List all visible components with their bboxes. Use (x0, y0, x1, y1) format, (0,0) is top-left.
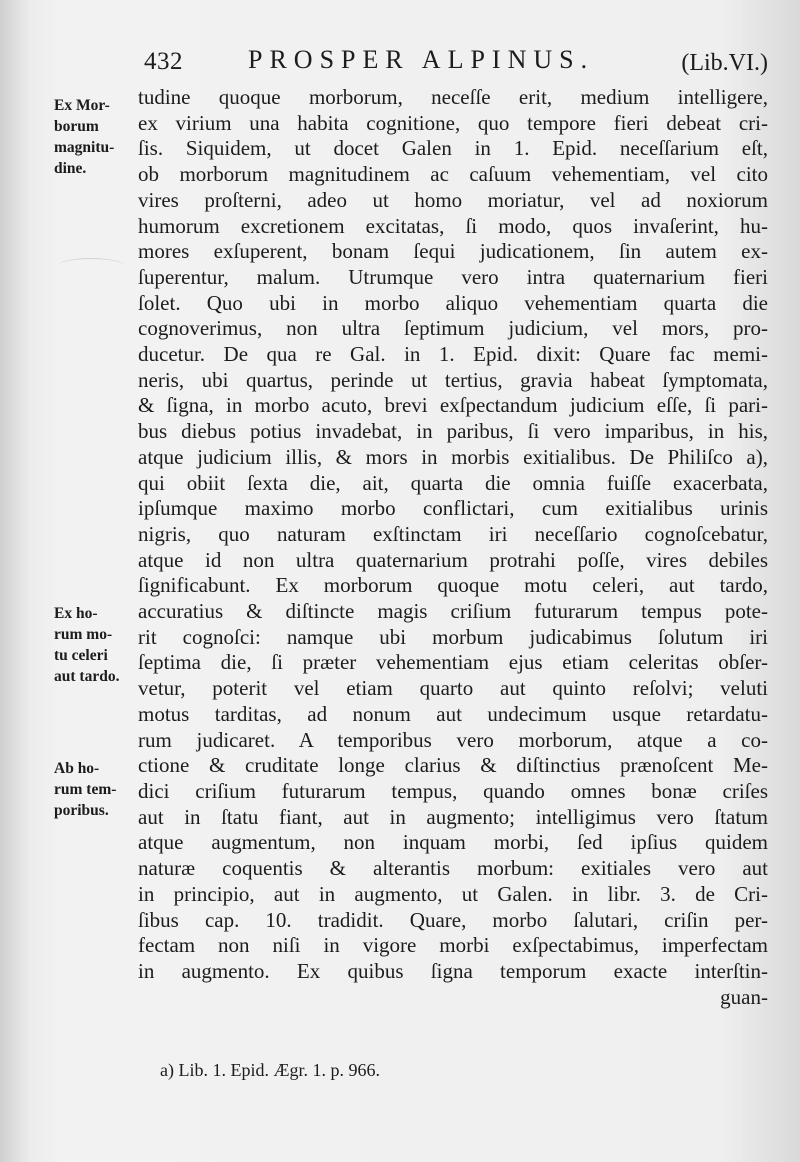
margin-note-line: magnitu- (54, 139, 115, 156)
text-line: rum judicaret. A temporibus vero morborum, atque a co- (138, 727, 768, 752)
margin-note-line: rum tem- (54, 781, 117, 798)
text-line: in principio, aut in augmento, ut Galen. in libr. 3. de Cri- (138, 881, 768, 906)
ink-smudge (58, 258, 124, 273)
running-title: PROSPER ALPINUS. (248, 45, 595, 74)
margin-note-line: Ex Mor- (54, 97, 110, 114)
text-line: rit cognoſci: namque ubi morbum judicabimus ſolutum iri (138, 624, 768, 649)
page-header (138, 42, 768, 82)
text-line: bus diebus potius invadebat, in paribus, ſi vero imparibus, in his, (138, 419, 768, 444)
margin-note-line: dine. (54, 160, 87, 177)
text-line: & ſigna, in morbo acuto, brevi exſpectandum judicium eſſe, ſi pari- (138, 393, 768, 418)
text-line: aut in ſtatu fiant, aut in augmento; intelligimus vero ſtatum (138, 804, 768, 829)
text-line: humorum excretionem excitatas, ſi modo, quos invaſerint, hu- (138, 213, 768, 238)
margin-note-line: tu celeri (54, 647, 108, 664)
text-line: fectam non niſi in vigore morbi exſpectabimus, imperfectam (138, 933, 768, 958)
text-line: ſeptima die, ſi præter vehementiam ejus etiam celeritas obſer- (138, 650, 768, 675)
margin-note-line: Ab ho- (54, 760, 100, 777)
text-line: cognoverimus, non ultra ſeptimum judicium, vel mors, pro- (138, 316, 768, 341)
text-line: naturæ coquentis & alterantis morbum: exitiales vero aut (138, 856, 768, 881)
text-line: atque judicium illis, & mors in morbis exitialibus. De Philiſco a), (138, 444, 768, 469)
text-line: ſibus cap. 10. tradidit. Quare, morbo ſalutari, criſin per- (138, 907, 768, 932)
text-line: vires proſterni, adeo ut homo moriatur, vel ad noxiorum (138, 187, 768, 212)
text-line: ſis. Siquidem, ut docet Galen in 1. Epid. neceſſarium eſt, (138, 136, 768, 161)
text-line: guan- (720, 984, 768, 1009)
footnote: a) Lib. 1. Epid. Ægr. 1. p. 966. (160, 1060, 380, 1080)
body-text (138, 85, 768, 1010)
text-line: tudine quoque morborum, neceſſe erit, medium intelligere, (138, 85, 768, 109)
margin-note-line: borum (54, 118, 99, 135)
text-line: atque id non ultra quaternarium protrahi poſſe, vires debiles (138, 547, 768, 572)
text-line: neris, ubi quartus, perinde ut tertius, gravia habeat ſymptomata, (138, 367, 768, 392)
text-line: dici criſium futurarum tempus, quando omnes bonæ criſes (138, 778, 768, 803)
text-line: ob morborum magnitudinem ac caſuum vehementiam, vel cito (138, 162, 768, 187)
text-line: ſolet. Quo ubi in morbo aliquo vehementiam quarta die (138, 290, 768, 315)
text-line: qui obiit ſexta die, ait, quarta die omnia fuiſſe exacerbata, (138, 470, 768, 495)
text-line: nigris, quo naturam exſtinctam iri neceſſario cognoſcebatur, (138, 521, 768, 546)
text-line: ipſumque maximo morbo conflictari, cum exitialibus urinis (138, 496, 768, 521)
text-line: ſuperentur, malum. Utrumque vero intra quaternarium fieri (138, 264, 768, 289)
margin-note-line: Ex ho- (54, 605, 98, 622)
text-line: ducetur. De qua re Gal. in 1. Epid. dixit: Quare fac memi- (138, 342, 768, 367)
text-line: ex virium una habita cognitione, quo tempore fieri debeat cri- (138, 110, 768, 135)
text-line: motus tarditas, ad nonum aut undecimum usque retardatu- (138, 701, 768, 726)
margin-note-magnitude (54, 95, 114, 179)
page-number: 432 (144, 48, 183, 75)
margin-note-line: rum mo- (54, 626, 113, 643)
margin-note-line: aut tardo. (54, 668, 120, 685)
book-reference: (Lib.VI.) (681, 50, 768, 76)
text-line: ctione & cruditate longe clarius & diſtinctius prænoſcent Me- (138, 753, 768, 778)
text-line: ſignificabunt. Ex morborum quoque motu celeri, aut tardo, (138, 573, 768, 598)
margin-note-motion (54, 603, 119, 687)
text-line: atque augmentum, non inquam morbi, ſed ipſius quidem (138, 830, 768, 855)
text-line: mores exſuperent, bonam ſequi judicationem, ſin autem ex- (138, 239, 768, 264)
text-line: in augmento. Ex quibus ſigna temporum exacte interſtin- (138, 958, 768, 983)
text-line: vetur, poterit vel etiam quarto aut quinto reſolvi; veluti (138, 676, 768, 701)
margin-note-line: poribus. (54, 802, 109, 819)
text-line: accuratius & diſtincte magis criſium futurarum tempus pote- (138, 599, 768, 624)
margin-note-times (54, 758, 116, 821)
